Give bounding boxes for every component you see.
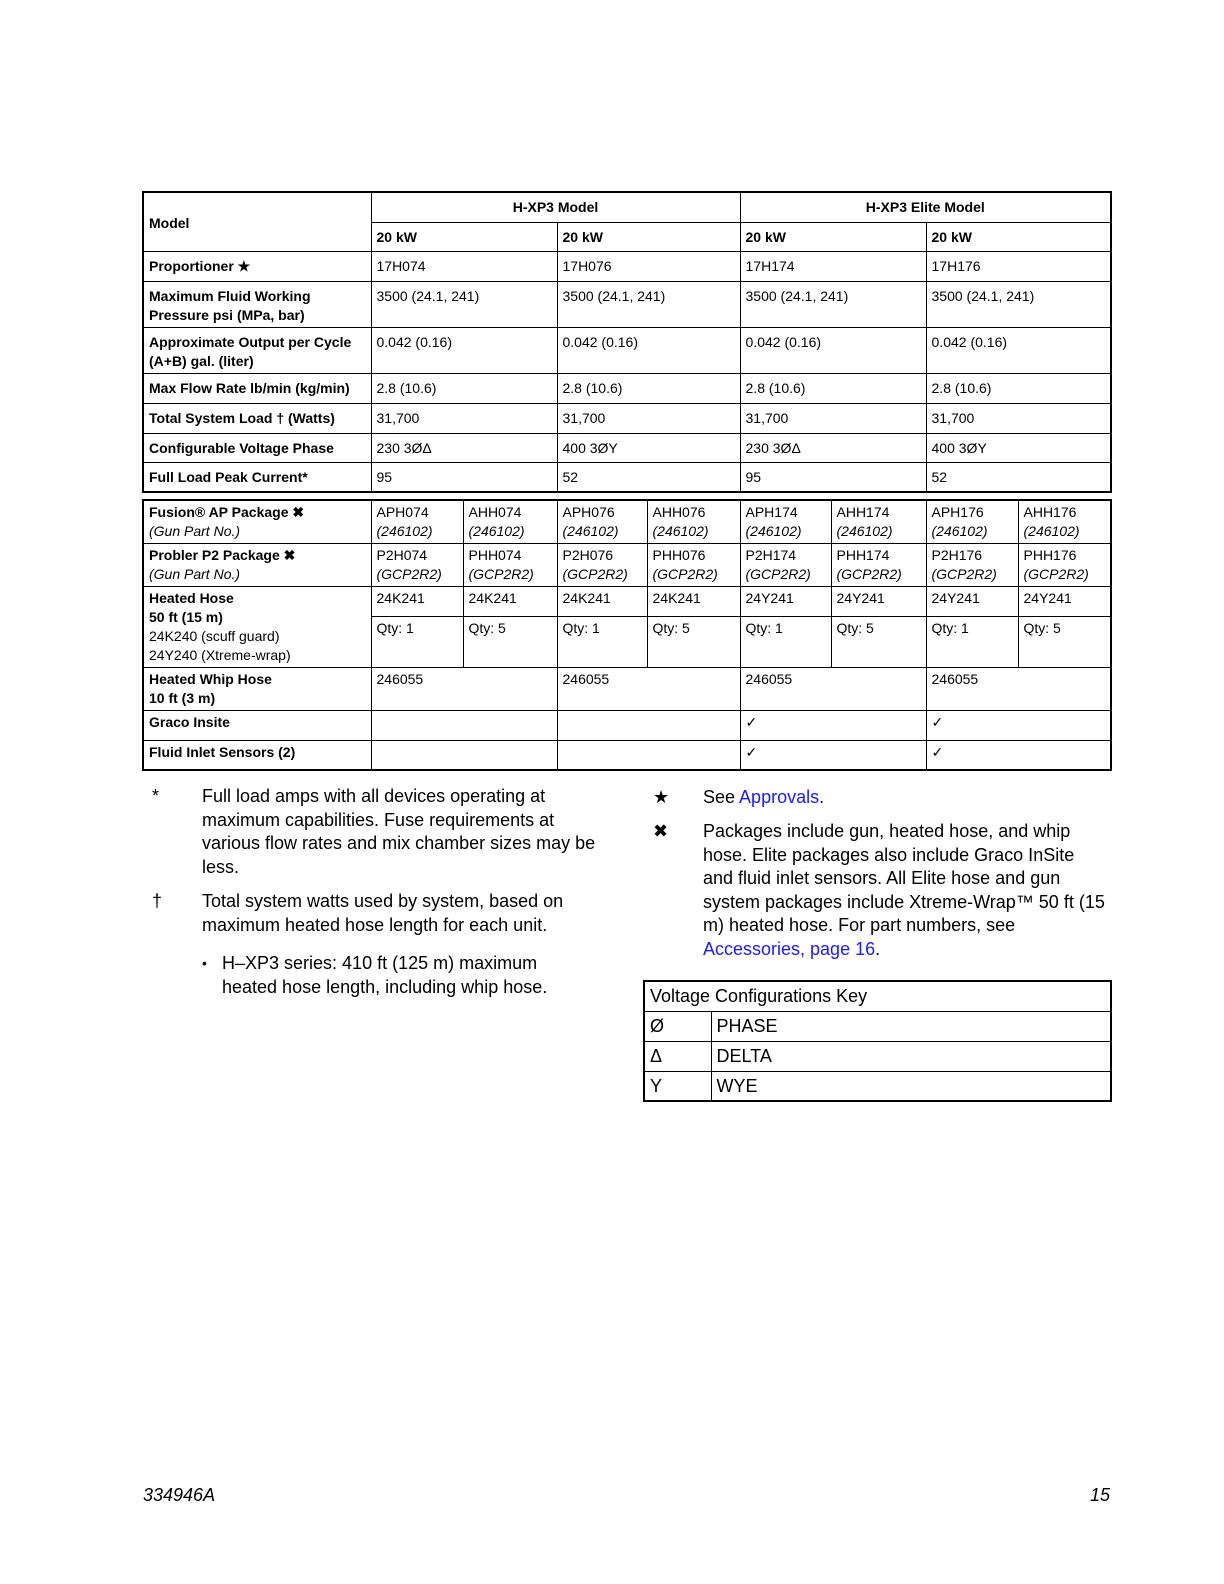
row-label: Maximum Fluid Working Pressure psi (MPa, bar) — [143, 281, 371, 327]
table-row — [644, 1011, 1111, 1041]
spec-table — [142, 191, 1112, 493]
part-number: P2H176 — [931, 547, 983, 563]
value-cell: 95 — [740, 462, 926, 492]
part-number: 24Y241 — [740, 587, 831, 617]
table-row — [143, 403, 1111, 433]
checkmark-icon: ✓ — [740, 711, 926, 741]
gun-part: (GCP2R2) — [468, 566, 534, 582]
table-row — [143, 462, 1111, 492]
value-cell: 17H174 — [740, 251, 926, 281]
value-cell: 0.042 (0.16) — [557, 327, 740, 373]
part-number: 24K241 — [557, 587, 647, 617]
row-label: Full Load Peak Current* — [143, 462, 371, 492]
gun-part: (246102) — [468, 523, 525, 539]
heated-hose-row — [143, 587, 1111, 617]
gun-part: (GCP2R2) — [562, 566, 628, 582]
bullet-note: H–XP3 series: 410 ft (125 m) maximum heated hose length, including whip hose. — [222, 953, 548, 997]
part-number: 24K241 — [371, 587, 463, 617]
qty-cell: Qty: 1 — [371, 617, 463, 668]
part-number: 246055 — [557, 668, 740, 711]
value-cell: 17H074 — [371, 251, 557, 281]
gun-part: (246102) — [836, 523, 893, 539]
fusion-label: Fusion® AP Package ✖ — [149, 504, 305, 520]
row-label: Max Flow Rate lb/min (kg/min) — [143, 373, 371, 403]
check-cell — [557, 741, 740, 770]
part-number: AHH174 — [836, 504, 890, 520]
table-row — [143, 433, 1111, 462]
voltage-meaning: PHASE — [711, 1011, 1111, 1041]
table-row — [644, 1071, 1111, 1101]
power-cell: 20 kW — [926, 222, 1111, 251]
asterisk-icon: * — [152, 786, 160, 806]
part-number: 24K241 — [463, 587, 557, 617]
qty-cell: Qty: 1 — [557, 617, 647, 668]
page-number: 15 — [1089, 1485, 1110, 1505]
row-label: Proportioner ★ — [143, 251, 371, 281]
value-cell: 2.8 (10.6) — [926, 373, 1111, 403]
inlet-label: Fluid Inlet Sensors (2) — [143, 741, 371, 770]
value-cell: 400 3ØY — [557, 433, 740, 462]
footnotes-left — [150, 785, 610, 1025]
value-cell: 31,700 — [557, 403, 740, 433]
part-number: AHH176 — [1023, 504, 1077, 520]
checkmark-icon: ✓ — [926, 711, 1111, 741]
probler-label: Probler P2 Package ✖ — [149, 547, 296, 563]
gun-part: (246102) — [745, 523, 802, 539]
gun-part: (GCP2R2) — [1023, 566, 1089, 582]
power-cell: 20 kW — [740, 222, 926, 251]
star-note: See — [703, 787, 740, 807]
probler-sublabel: (Gun Part No.) — [149, 566, 241, 582]
row-label: Total System Load † (Watts) — [143, 403, 371, 433]
value-cell: 230 3ØΔ — [371, 433, 557, 462]
qty-cell: Qty: 1 — [740, 617, 831, 668]
value-cell: 0.042 (0.16) — [371, 327, 557, 373]
table-row — [143, 327, 1111, 373]
gun-part: (246102) — [1023, 523, 1080, 539]
value-cell: 3500 (24.1, 241) — [371, 281, 557, 327]
insite-label: Graco Insite — [143, 711, 371, 741]
voltage-meaning: DELTA — [711, 1041, 1111, 1071]
heated-hose-note: 24Y240 (Xtreme-wrap) — [149, 647, 291, 663]
x-note: Packages include gun, heated hose, and whip hose. Elite packages also include Graco InSite and fluid inlet sensors. All Elite hose and gun system packages include Xtreme-Wrap™ 50 ft (15 m) heated hose. For part numbers, see — [703, 821, 1105, 935]
value-cell: 400 3ØY — [926, 433, 1111, 462]
heated-hose-length: 50 ft (15 m) — [149, 609, 223, 625]
fusion-row — [143, 500, 1111, 544]
row-label: Configurable Voltage Phase — [143, 433, 371, 462]
part-number: PHH176 — [1023, 547, 1077, 563]
part-number: 246055 — [740, 668, 926, 711]
value-cell: 230 3ØΔ — [740, 433, 926, 462]
whip-hose-label: Heated Whip Hose — [149, 671, 272, 687]
insite-row — [143, 711, 1111, 741]
gun-part: (246102) — [652, 523, 709, 539]
voltage-symbol: Y — [644, 1071, 711, 1101]
part-number: APH076 — [562, 504, 615, 520]
model-header: Model — [143, 192, 371, 251]
value-cell: 52 — [557, 462, 740, 492]
whip-hose-row — [143, 668, 1111, 711]
bullet-icon: • — [202, 955, 207, 971]
value-cell: 3500 (24.1, 241) — [740, 281, 926, 327]
qty-cell: Qty: 5 — [647, 617, 740, 668]
qty-cell: Qty: 1 — [926, 617, 1018, 668]
voltage-key-title: Voltage Configurations Key — [644, 981, 1111, 1011]
part-number: 24K241 — [647, 587, 740, 617]
voltage-symbol: Ø — [644, 1011, 711, 1041]
star-note-end: . — [819, 787, 825, 807]
voltage-key-table — [643, 980, 1112, 1102]
asterisk-note: Full load amps with all devices operating at maximum capabilities. Fuse requirements at various flow rates and mix chamber sizes may be less. — [202, 786, 596, 877]
table-row — [143, 281, 1111, 327]
value-cell: 0.042 (0.16) — [740, 327, 926, 373]
power-cell: 20 kW — [371, 222, 557, 251]
value-cell: 3500 (24.1, 241) — [926, 281, 1111, 327]
power-cell: 20 kW — [557, 222, 740, 251]
value-cell: 31,700 — [740, 403, 926, 433]
value-cell: 3500 (24.1, 241) — [557, 281, 740, 327]
value-cell: 17H176 — [926, 251, 1111, 281]
probler-row — [143, 544, 1111, 587]
footnotes-right — [653, 786, 1113, 966]
part-number: 24Y241 — [831, 587, 926, 617]
value-cell: 0.042 (0.16) — [926, 327, 1111, 373]
star-icon: ★ — [653, 787, 670, 807]
hxp3-group-header: H-XP3 Model — [371, 192, 740, 222]
part-number: 24Y241 — [926, 587, 1018, 617]
gun-part: (GCP2R2) — [836, 566, 902, 582]
gun-part: (GCP2R2) — [931, 566, 997, 582]
part-number: APH174 — [745, 504, 798, 520]
table-row — [143, 373, 1111, 403]
voltage-meaning: WYE — [711, 1071, 1111, 1101]
gun-part: (GCP2R2) — [376, 566, 442, 582]
part-number: 246055 — [926, 668, 1111, 711]
dagger-note: Total system watts used by system, based on maximum heated hose length for each unit. — [202, 891, 564, 935]
part-number: AHH076 — [652, 504, 706, 520]
table-row — [644, 1041, 1111, 1071]
elite-group-header: H-XP3 Elite Model — [740, 192, 1111, 222]
gun-part: (246102) — [931, 523, 988, 539]
check-cell — [557, 711, 740, 741]
part-number: APH074 — [376, 504, 429, 520]
dagger-icon: † — [152, 891, 163, 911]
value-cell: 2.8 (10.6) — [371, 373, 557, 403]
value-cell: 17H076 — [557, 251, 740, 281]
qty-cell: Qty: 5 — [831, 617, 926, 668]
qty-cell: Qty: 5 — [1018, 617, 1111, 668]
inlet-sensors-row — [143, 741, 1111, 770]
value-cell: 95 — [371, 462, 557, 492]
approvals-link[interactable]: Approvals — [739, 787, 820, 807]
part-number: P2H074 — [376, 547, 428, 563]
part-number: P2H174 — [745, 547, 797, 563]
voltage-symbol: Δ — [644, 1041, 711, 1071]
part-number: P2H076 — [562, 547, 614, 563]
table-row — [143, 251, 1111, 281]
value-cell: 2.8 (10.6) — [740, 373, 926, 403]
part-number: PHH174 — [836, 547, 890, 563]
row-label: Approximate Output per Cycle (A+B) gal. (liter) — [143, 327, 371, 373]
accessories-link[interactable]: Accessories, page 16 — [703, 938, 876, 959]
doc-number: 334946A — [143, 1485, 216, 1505]
part-number: PHH074 — [468, 547, 522, 563]
part-number: APH176 — [931, 504, 984, 520]
gun-part: (GCP2R2) — [745, 566, 811, 582]
part-number: 24Y241 — [1018, 587, 1111, 617]
value-cell: 31,700 — [926, 403, 1111, 433]
package-table — [142, 499, 1112, 771]
value-cell: 31,700 — [371, 403, 557, 433]
qty-cell: Qty: 5 — [463, 617, 557, 668]
check-cell — [371, 711, 557, 741]
gun-part: (246102) — [376, 523, 433, 539]
gun-part: (246102) — [562, 523, 619, 539]
checkmark-icon: ✓ — [926, 741, 1111, 770]
check-cell — [371, 741, 557, 770]
part-number: 246055 — [371, 668, 557, 711]
part-number: PHH076 — [652, 547, 706, 563]
heated-hose-note: 24K240 (scuff guard) — [149, 628, 280, 644]
fusion-sublabel: (Gun Part No.) — [149, 523, 241, 539]
x-icon: ✖ — [653, 821, 669, 841]
checkmark-icon: ✓ — [740, 741, 926, 770]
whip-hose-length: 10 ft (3 m) — [149, 690, 216, 706]
x-note-end: . — [875, 938, 881, 959]
gun-part: (GCP2R2) — [652, 566, 718, 582]
part-number: AHH074 — [468, 504, 522, 520]
value-cell: 2.8 (10.6) — [557, 373, 740, 403]
heated-hose-label: Heated Hose — [149, 590, 234, 606]
value-cell: 52 — [926, 462, 1111, 492]
